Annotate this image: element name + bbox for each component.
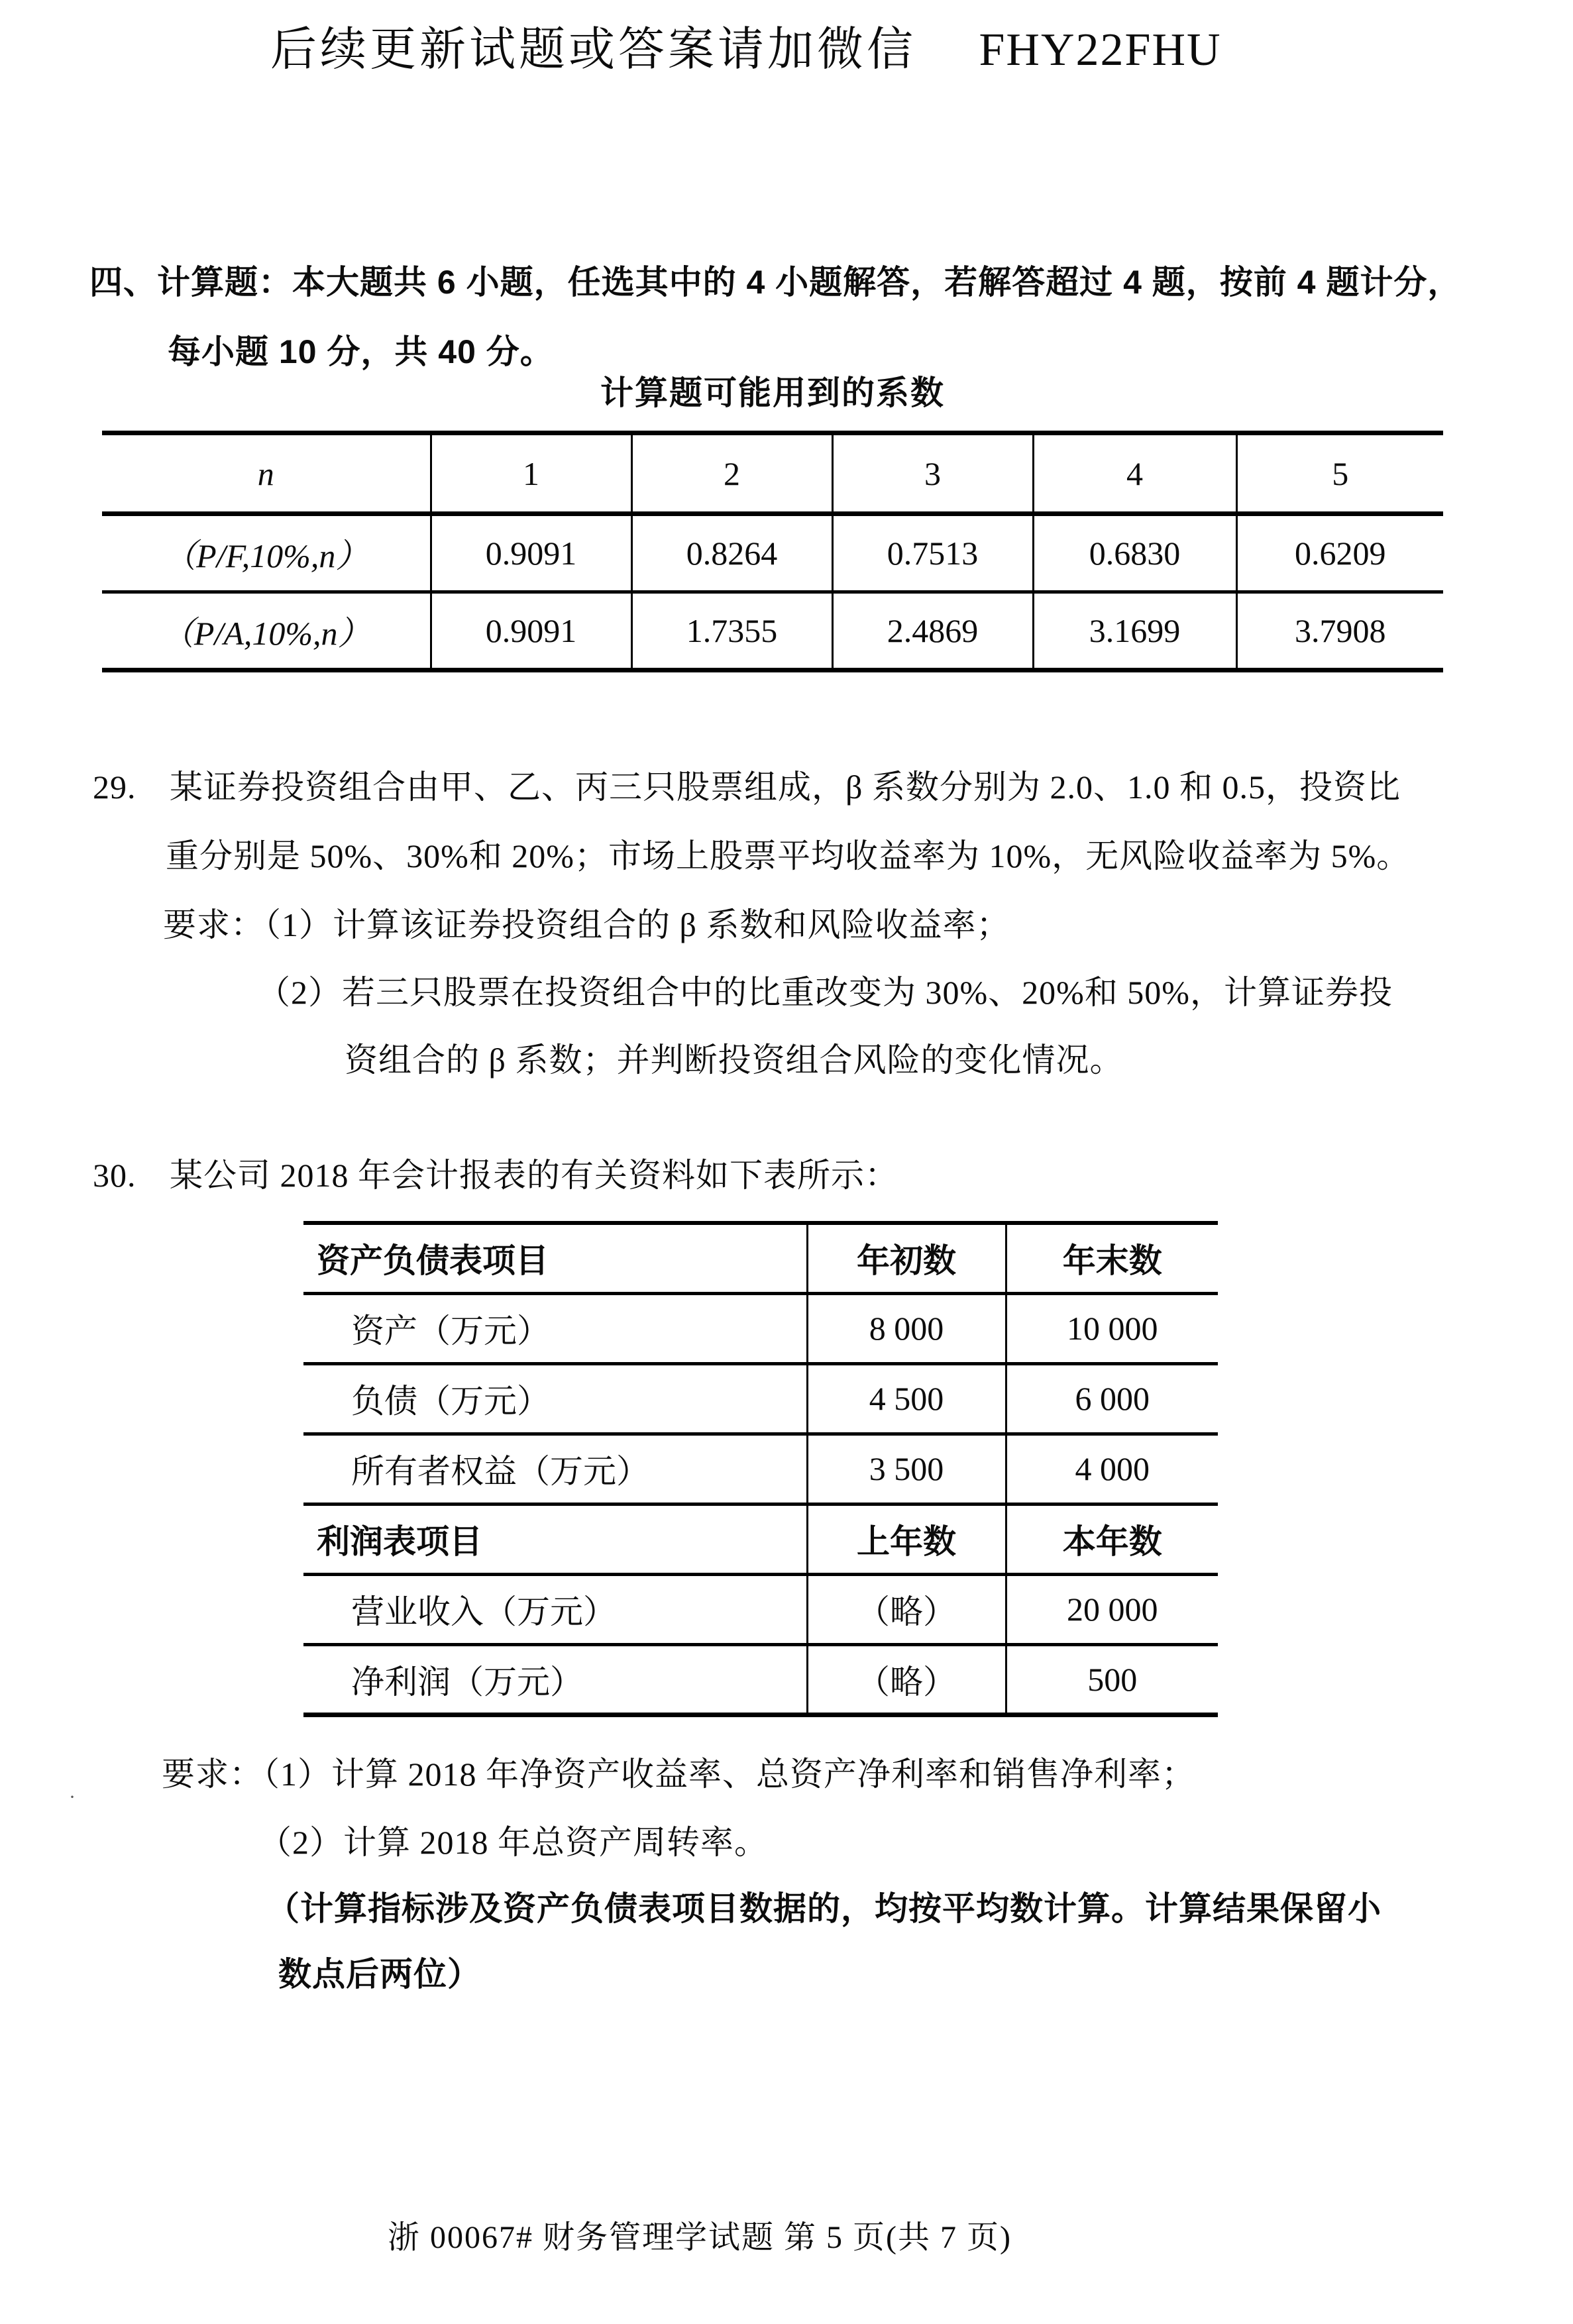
table-cell: 营业收入（万元） [303,1574,807,1644]
coef-pa-v5: 3.7908 [1236,592,1443,670]
wechat-code: FHY22FHU [979,25,1222,76]
coef-header-n: n [102,433,431,514]
table-row-revenue [303,1574,1218,1644]
table-row-liabilities [303,1363,1218,1434]
q30-requirement-2: （2）计算 2018 年总资产周转率。 [258,1824,768,1861]
coef-header-4: 4 [1033,433,1236,514]
coef-pf-v2: 0.8264 [631,514,832,592]
coef-pa-v3: 2.4869 [832,592,1033,670]
coef-pf-label: （P/F,10%,n） [102,514,431,592]
table-cell: 年末数 [1006,1223,1218,1293]
table-cell: 4 500 [807,1363,1006,1434]
coef-header-2: 2 [631,433,832,514]
coef-pa-v2: 1.7355 [631,592,832,670]
q29-requirement-1: 要求：（1）计算该证券投资组合的 β 系数和风险收益率； [163,906,1010,943]
coef-table-title: 计算题可能用到的系数 [600,374,945,411]
table-cell: （略） [807,1644,1006,1715]
q29-statement-line1: 某证券投资组合由甲、乙、丙三只股票组成，β 系数分别为 2.0、1.0 和 0.5，投资比 [170,768,1401,806]
table-cell: 500 [1006,1644,1218,1715]
q29-statement-line2: 重分别是 50%、30%和 20%；市场上股票平均收益率为 10%，无风险收益率为 5%。 [166,837,1411,874]
q29-requirement-2-line2: 资组合的 β 系数；并判断投资组合风险的变化情况。 [345,1041,1124,1079]
table-cell: 负债（万元） [303,1363,807,1434]
coef-pf-v3: 0.7513 [832,514,1033,592]
table-cell: 3 500 [807,1434,1006,1504]
table-cell: 利润表项目 [303,1504,807,1574]
coef-pf-v1: 0.9091 [431,514,631,592]
table-row-assets [303,1293,1218,1363]
q30-statement: 某公司 2018 年会计报表的有关资料如下表所示： [170,1157,898,1194]
q29-number: 29. [93,768,136,806]
q30-note-line2: 数点后两位） [278,1956,481,1993]
table-cell: 所有者权益（万元） [303,1434,807,1504]
coef-row-pa [102,592,1443,670]
q30-requirement-1: 要求：（1）计算 2018 年净资产收益率、总资产净利率和销售净利率； [162,1756,1195,1793]
coef-header-1: 1 [431,433,631,514]
table-row-equity [303,1434,1218,1504]
table-cell: 资产（万元） [303,1293,807,1363]
table-cell: 资产负债表项目 [303,1223,807,1293]
coef-header-5: 5 [1236,433,1443,514]
section4-instruction-line2: 每小题 10 分，共 40 分。 [168,333,554,370]
table-cell: （略） [807,1574,1006,1644]
section4-instruction-line1: 四、计算题：本大题共 6 小题，任选其中的 4 小题解答，若解答超过 4 题，按前 4 题计分， [89,264,1462,301]
table-cell: 上年数 [807,1504,1006,1574]
coef-pa-v4: 3.1699 [1033,592,1236,670]
table-cell: 净利润（万元） [303,1644,807,1715]
table-cell: 4 000 [1006,1434,1218,1504]
page-header [270,12,1222,79]
q30-note-line1: （计算指标涉及资产负债表项目数据的，均按平均数计算。计算结果保留小 [266,1890,1382,1927]
q30-account-table [303,1221,1218,1717]
q29-requirement-2-line1: （2）若三只股票在投资组合中的比重改变为 30%、20%和 50%，计算证券投 [257,974,1393,1011]
table-cell: 年初数 [807,1223,1006,1293]
coef-header-row [102,433,1443,514]
coef-pf-v4: 0.6830 [1033,514,1236,592]
table-row-income-header [303,1504,1218,1574]
coef-table [102,431,1443,672]
table-row-net-profit [303,1644,1218,1715]
coef-pa-label: （P/A,10%,n） [102,592,431,670]
table-row-balance-header [303,1223,1218,1293]
coef-row-pf [102,514,1443,592]
scan-artifact-dot: · [69,1786,76,1808]
table-cell: 6 000 [1006,1363,1218,1434]
table-cell: 本年数 [1006,1504,1218,1574]
q30-number: 30. [93,1157,136,1194]
coef-pa-v1: 0.9091 [431,592,631,670]
table-cell: 10 000 [1006,1293,1218,1363]
page-footer: 浙 00067# 财务管理学试题 第 5 页(共 7 页) [388,2220,1012,2255]
header-notice-text: 后续更新试题或答案请加微信 [270,25,916,76]
table-cell: 8 000 [807,1293,1006,1363]
coef-header-3: 3 [832,433,1033,514]
table-cell: 20 000 [1006,1574,1218,1644]
coef-pf-v5: 0.6209 [1236,514,1443,592]
